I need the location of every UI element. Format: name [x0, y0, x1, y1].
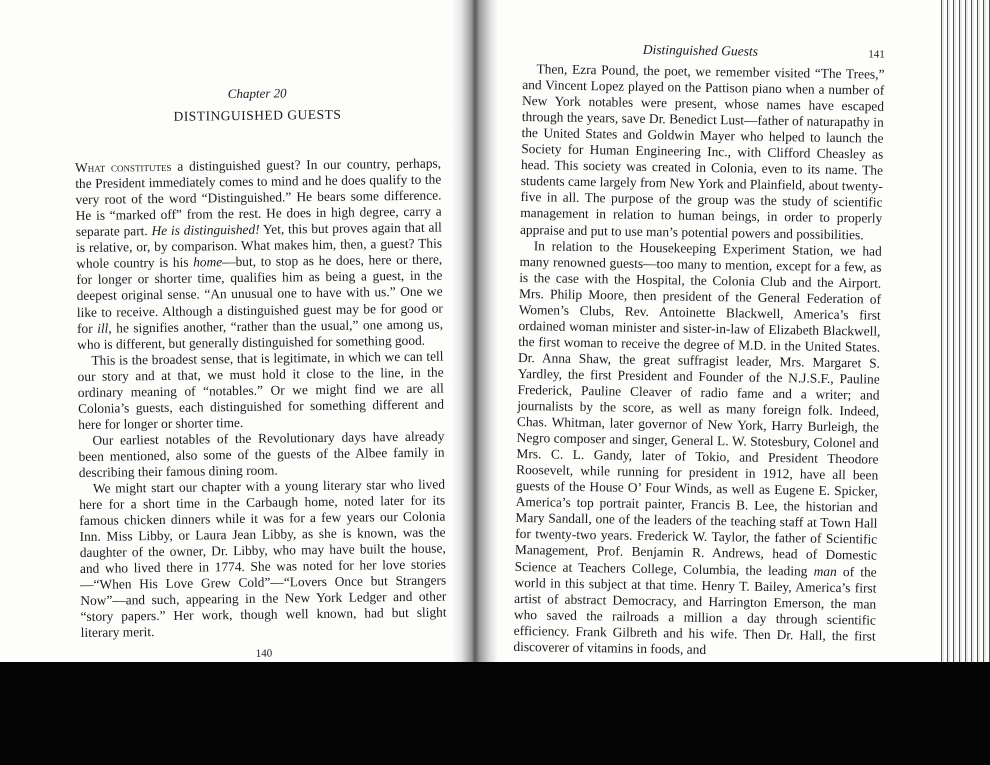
paragraph-text: , he signifies another, “rather than the usual,” one among us, who is different, but generally distinguished for something good.	[77, 316, 444, 352]
scan-shadow	[0, 662, 990, 765]
running-title: Distinguished Guests	[642, 41, 759, 59]
body-paragraph: Our earliest notables of the Revolutionary days have already been mentioned, also some of the guests of the Albee family in describing their famous dining room.	[78, 428, 445, 480]
paragraph-text: —but, to stop as he does, here or there, for longer or shorter time, qualifies him as being a guest, in the deepest original sense. “An unusual one to have with us.” One we like to receive. Although a distinguished guest may be for good or for	[76, 251, 443, 336]
chapter-title: DISTINGUISHED GUESTS	[173, 106, 342, 124]
paragraph-text: of the world in this subject at that time. Henry T. Bailey, America’s first artist of abstract Democracy, and Harrington Emerson, the man who saved the railroads a million a day through scientific efficiency. Frank Gilbreth and his wife. Then Dr. Hall, the first discoverer of vitamins in foods, and	[513, 563, 877, 657]
paragraph-text: Yet, this but proves again that all is relative, or, by comparison. What makes him, then, a guest? This whole country is his	[75, 219, 443, 272]
body-paragraph: This is the broadest sense, that is legitimate, in which we can tell our story and at that, we must hold it close to the line, in the ordinary meaning of “notables.” Or we might find we are all Colonia’s guests, each distinguished for something different and here for longer or shorter time.	[77, 348, 445, 432]
page-number: 140	[255, 647, 273, 660]
left-page	[74, 76, 447, 664]
paragraph-lead: What constitutes	[74, 158, 172, 176]
paragraph-text: In relation to the Housekeeping Experiment Station, we had many renowned guests—too many to mention, except for a few, as is the case with the Hospital, the Colonia Club and the Airport. Mrs. Philip Moore, then president of the General Federation of Women’s Clubs, Rev. Antoinette Blackwell, America’s first ordained woman minister and sister-in-law of Elizabeth Blackwell, the first woman to receive the degree of M.D. in the United States. Dr. Anna Shaw, the great suffragist leader, Mrs. Margaret S. Yardley, the first President and Founder of the N.J.S.F., Pauline Frederick, Pauline Cleaver of radio fame and a writer; and journalists by the score, as well as many foreign folk. Indeed, Chas. Whitman, later governor of New York, Harry Burleigh, the Negro composer and singer, General L. W. Stotesbury, Colonel and Mrs. C. L. Gandy, later of Tokio, and President Theodore Roosevelt, while running for president in 1912, have all been guests of the House O’ Four Winds, as well as Eugene E. Spicker, America’s top portrait painter, Francis B. Lee, the historian and Mary Sandall, one of the leaders of the teaching staff at Town Hall for twenty-two years. Frederick W. Taylor, the father of Scientific Management, Prof. Benjamin R. Andrews, head of Domestic Science at Teachers College, Columbia, the leading	[514, 237, 882, 579]
page-number: 141	[868, 48, 885, 61]
book-gutter-shadow	[452, 0, 498, 670]
body-paragraph: Then, Ezra Pound, the poet, we remember visited “The Trees,” and Vincent Lopez played on the Pattison piano when a number of New York notables were present, whose names have escaped through the years, save Dr. Benedict Lust—father of naturapathy in the United States and Goldwin Mayer who helped to launch the Society for Human Engineering Inc., with Clifford Cheasley as head. This society was created in Colonia, even to its name. The students came largely from New York and Plainfield, about twenty-five in all. The purpose of the group was the study of scientific management in relation to human beings, in order to properly appraise and put to use man’s potential powers and possibilities.	[519, 61, 885, 242]
body-paragraph	[513, 238, 882, 661]
right-page	[513, 40, 885, 660]
paragraph-text: a distinguished guest? In our country, perhaps, the President immediately comes to mind and he does qualify to the very root of the word “Distinguished.” He bears some difference. He is “marked off” from the rest. He does in high degree, carry a separate part.	[75, 155, 442, 240]
emphasis-text: ill	[97, 320, 109, 336]
emphasis-text: He is distinguished!	[151, 222, 260, 239]
page-edges	[938, 0, 990, 670]
chapter-label: Chapter 20	[227, 85, 287, 102]
emphasis-text: home	[193, 254, 223, 270]
body-paragraph	[75, 156, 443, 353]
emphasis-text: man	[813, 563, 837, 579]
body-paragraph: We might start our chapter with a young literary star who lived here for a short time in the Carbaugh home, noted later for its famous chicken dinners while it was for a few years our Colonia Inn. Miss Libby, or Laura Jean Libby, as she is known, was the daughter of the owner, Dr. Libby, who may have built the house, and who lived there in 1774. She was noted for her love stories—“When His Love Grew Cold”—“Lovers Once but Strangers Now”—and such, appearing in the New York Ledger and other “story papers.” Her work, though well known, had but slight literary merit.	[79, 476, 447, 641]
